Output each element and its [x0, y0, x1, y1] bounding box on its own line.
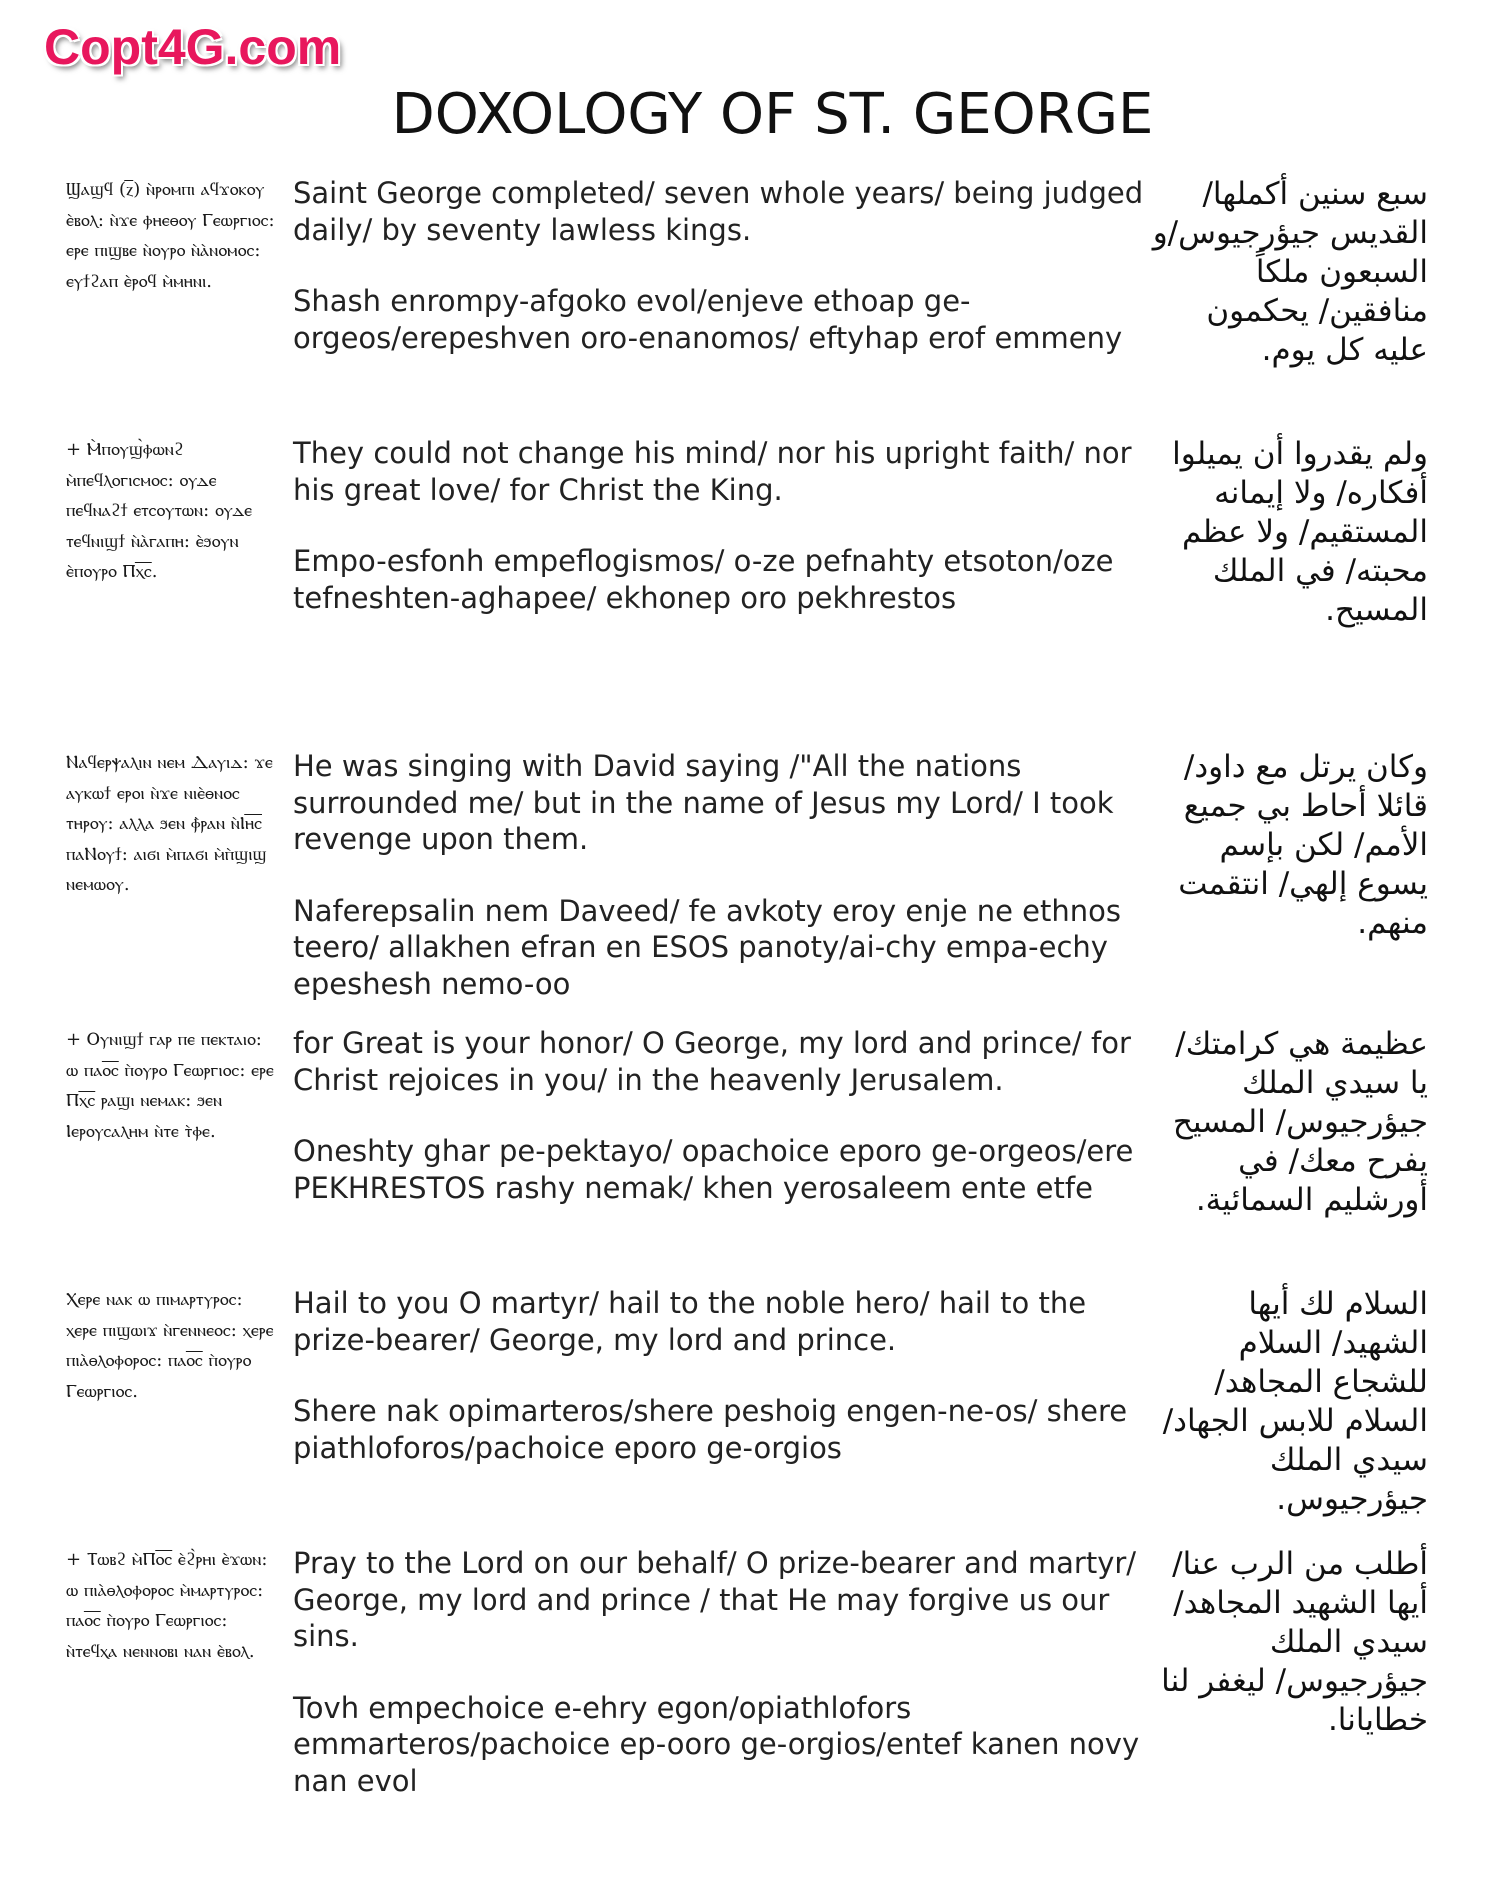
coptic-text: Ϣⲁϣϥ (ⲍ̅) ⲛ̀ⲣⲟⲙⲡⲓ ⲁϥϫⲟⲕⲟⲩ ⲉ̀ⲃⲟⲗ: ⲛ̀ϫⲉ ⲫⲏⲉⲑⲟⲩ Ⲅⲉⲱⲣⲅⲓⲟⲥ: ⲉⲣⲉ ⲡⲓϣⲃⲉ ⲛ̀ⲟⲩⲣⲟ ⲛ̀ⲁ̀ⲛⲟⲙⲟⲥ: ⲉⲩϯϩⲁⲡ ⲉ̀ⲣⲟϥ ⲙ̀ⲙⲏⲛⲓ.	[66, 179, 275, 292]
english-block	[293, 748, 1149, 1002]
coptic-text: + Ⲧⲱⲃϩ ⲙ̀Ⲡⲟ̅ⲥ̅ ⲉ̀ϩ̀ⲣⲏⲓ ⲉ̀ϫⲱⲛ: ⲱ ⲡⲓⲁ̀ⲑⲗⲟⲫⲟⲣⲟⲥ ⲙ̀ⲙⲁⲣⲧⲩⲣⲟⲥ: ⲡⲁⲟ̅ⲥ̅ ⲡ̀ⲟⲩⲣⲟ Ⲅⲉⲱⲣⲅⲓⲟⲥ: ⲛ̀ⲧⲉϥⲭⲁ ⲛⲉⲛⲛⲟⲃⲓ ⲛⲁⲛ ⲉ̀ⲃⲟⲗ.	[66, 1549, 268, 1662]
coptic-text: Ⲛⲁϥⲉⲣⲯⲁⲗⲓⲛ ⲛⲉⲙ Ⲇⲁⲩⲓⲇ: ϫⲉ ⲁⲩⲕⲱϯ ⲉⲣⲟⲓ ⲛ̀ϫⲉ ⲛⲓⲉ̀ⲑⲛⲟⲥ ⲧⲏⲣⲟⲩ: ⲁⲗⲗⲁ ϧⲉⲛ ⲫ̀ⲣⲁⲛ ⲛ̀Ⲓⲏ̅ⲥ̅ ⲡⲁⲚⲟⲩϯ: ⲁⲓϭⲓ ⲙ̀ⲡⲁϭⲓ ⲙ̀ⲡ̀ϣⲓϣ ⲛⲉⲙⲱⲟⲩ.	[66, 752, 273, 895]
english-block	[293, 1545, 1149, 1799]
arabic-text: سبع سنين أكملها/ القديس جيؤرجيوس/و السبعون ملكاً منافقين/ يحكمون عليه كل يوم.	[1152, 176, 1428, 368]
site-logo: Copt4G.com	[44, 19, 342, 75]
english-block	[293, 175, 1149, 356]
transliteration: Shere nak opimarteros/shere peshoig engen-ne-os/ shere piathloforos/pachoice eporo ge-orgios	[293, 1394, 1128, 1465]
transliteration: Empo-esfonh empeflogismos/ o-ze pefnahty etsoton/oze tefneshten-aghapee/ ekhonep oro pekhrestos	[293, 544, 1114, 615]
arabic-text: أطلب من الرب عنا/ أيها الشهيد المجاهد/ سيدي الملك جيؤرجيوس/ ليغفر لنا خطايانا.	[1161, 1546, 1428, 1738]
arabic-text: عظيمة هي كرامتك/ يا سيدي الملك جيؤرجيوس/ المسيح يفرح معك/ في أورشليم السمائية.	[1172, 1026, 1428, 1218]
transliteration: Tovh empechoice e-ehry egon/opiathlofors emmarteros/pachoice ep-ooro ge-orgios/entef kanen novy nan evol	[293, 1690, 1140, 1798]
coptic-text: + Ⲙ̀ⲡⲟⲩϣ̀ⲫⲱⲛϩ ⲙ̀ⲡⲉϥⲗⲟⲅⲓⲥⲙⲟⲥ: ⲟⲩⲇⲉ ⲡⲉϥⲛⲁϩϯ ⲉⲧⲥⲟⲩⲧⲱⲛ: ⲟⲩⲇⲉ ⲧⲉϥⲛⲓϣϯ ⲛ̀ⲁ̀ⲅⲁⲡⲏ: ⲉ̀ϧⲟⲩⲛ ⲉ̀ⲡⲟⲩⲣⲟ Ⲡⲭ̅ⲥ̅.	[66, 439, 253, 582]
english-translation: Saint George completed/ seven whole years/ being judged daily/ by seventy lawless kings.	[293, 176, 1144, 247]
english-translation: Hail to you O martyr/ hail to the noble hero/ hail to the prize-bearer/ George, my lord and prince.	[293, 1286, 1087, 1357]
english-block	[293, 435, 1149, 616]
arabic-text: وكان يرتل مع داود/ قائلا أحاط بي جميع الأمم/ لكن بإسم يسوع إلهي/ انتقمت منهم.	[1178, 749, 1428, 941]
english-translation: They could not change his mind/ nor his upright faith/ nor his great love/ for Christ the King.	[293, 436, 1132, 507]
arabic-text: ولم يقدروا أن يميلوا أفكاره/ ولا إيمانه المستقيم/ ولا عظم محبته/ في الملك المسيح.	[1172, 436, 1428, 628]
coptic-text: Ⲭⲉⲣⲉ ⲛⲁⲕ ⲱ ⲡⲓⲙⲁⲣⲧⲩⲣⲟⲥ: ⲭⲉⲣⲉ ⲡⲓϣⲱⲓϫ ⲛ̀ⲅⲉⲛⲛⲉⲟⲥ: ⲭⲉⲣⲉ ⲡⲓⲁ̀ⲑⲗⲟⲫⲟⲣⲟⲥ: ⲡⲁⲟ̅ⲥ̅ ⲡ̀ⲟⲩⲣⲟ Ⲅⲉⲱⲣⲅⲓⲟⲥ.	[66, 1289, 274, 1402]
transliteration: Naferepsalin nem Daveed/ fe avkoty eroy enje ne ethnos teero/ allakhen efran en ESOS panoty/ai-chy empa-echy epeshesh nemo-oo	[293, 893, 1121, 1001]
transliteration: Oneshty ghar pe-pektayo/ opachoice eporo ge-orgeos/ere PEKHRESTOS rashy nemak/ khen yerosaleem ente etfe	[293, 1134, 1134, 1205]
transliteration: Shash enrompy-afgoko evol/enjeve ethoap ge-orgeos/erepeshven oro-enanomos/ eftyhap erof emmeny	[293, 284, 1123, 355]
page-title: DOXOLOGY OF ST. GEORGE	[391, 82, 1154, 147]
coptic-text: + Ⲟⲩⲛⲓϣϯ ⲅⲁⲣ ⲡⲉ ⲡⲉⲕⲧⲁⲓⲟ: ⲱ ⲡⲁⲟ̅ⲥ̅ ⲡ̀ⲟⲩⲣⲟ Ⲅⲉⲱⲣⲅⲓⲟⲥ: ⲉⲣⲉ Ⲡⲭ̅ⲥ̅ ⲣⲁϣⲓ ⲛⲉⲙⲁⲕ: ϧⲉⲛ Ⲓⲉⲣⲟⲩⲥⲁⲗⲏⲙ ⲛ̀ⲧⲉ ⲧ̀ⲫⲉ.	[66, 1029, 274, 1142]
english-translation: for Great is your honor/ O George, my lord and prince/ for Christ rejoices in you/ in the heavenly Jerusalem.	[293, 1026, 1131, 1097]
english-translation: He was singing with David saying /"All the nations surrounded me/ but in the name of Jesus my Lord/ I took revenge upon them.	[293, 749, 1114, 856]
english-block	[293, 1025, 1149, 1206]
english-translation: Pray to the Lord on our behalf/ O prize-bearer and martyr/ George, my lord and prince / that He may forgive us our sins.	[293, 1546, 1137, 1653]
english-block	[293, 1285, 1149, 1466]
arabic-text: السلام لك أيها الشهيد/ السلام للشجاع المجاهد/ السلام للابس الجهاد/ سيدي الملك جيؤرجيوس.	[1162, 1286, 1428, 1517]
